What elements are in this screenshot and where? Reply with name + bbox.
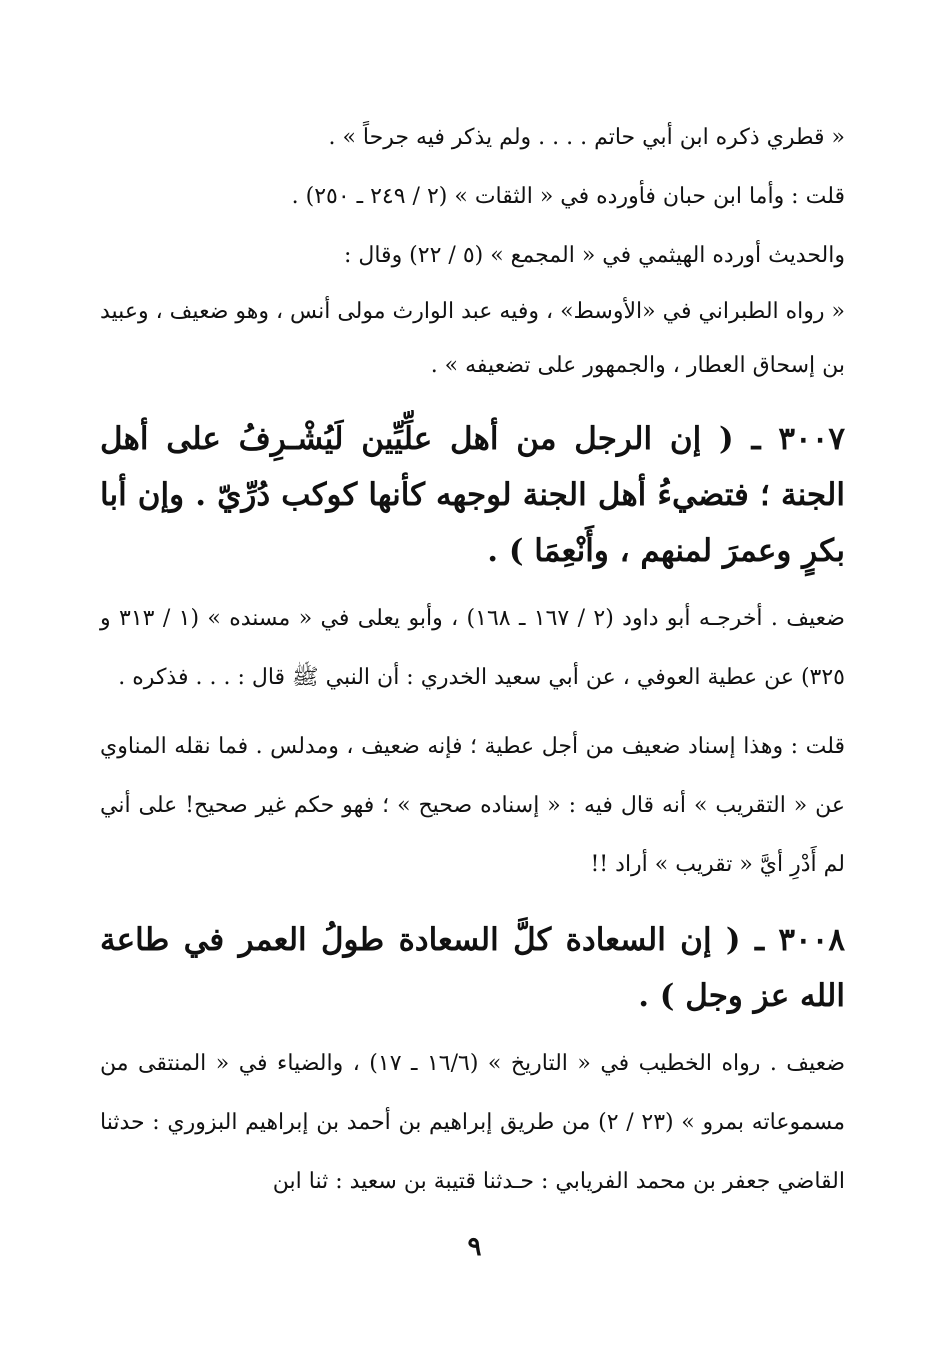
hadith-3007-comment: قلت : وهذا إسناد ضعيف من أجل عطية ؛ فإنه ضعيف ، ومدلس . فما نقله المناوي عن « التقريب » أنه قال فيه : « إسناده صحيح » ؛ فهو حكم غير صحيح! على أني لم أَدْرِ أيَّ « تقريب » أراد !!	[100, 734, 845, 877]
hadith-3008-text: ٣٠٠٨ ـ ( إن السعادة كلَّ السعادة طولُ العمر في طاعة الله عز وجل ) .	[100, 922, 845, 1014]
note-haythami: والحديث أورده الهيثمي في « المجمع » (٥ / ٢٢) وقال :	[343, 243, 845, 268]
page-body	[100, 108, 845, 1211]
hadith-3007-text: ٣٠٠٧ ـ ( إن الرجل من أهل علِّيِّين لَيُشْـرِفُ على أهل الجنة ؛ فتضيءُ أهل الجنة لوجهه كأنها كوكب دُرِّيّ . وإن أبا بكرٍ وعمرَ لمنهم ، وأَنْعِمَا ) .	[100, 421, 845, 569]
note-ibn-hibban: قلت : وأما ابن حبان فأورده في « الثقات » (٢ / ٢٤٩ ـ ٢٥٠) .	[291, 184, 845, 209]
hadith-3008-takhrij: ضعيف . رواه الخطيب في « التاريخ » (١٦/٦ ـ ١٧) ، والضياء في « المنتقى من مسموعاته بمرو » (٢٣ / ٢) من طريق إبراهيم بن أحمد بن إبراهيم البزوري : حدثنا القاضي جعفر بن محمد الفريابي : حـدثنا قتيبة بن سعيد : ثنا ابن	[100, 1051, 845, 1194]
quote-abi-hatim: « قطري ذكره ابن أبي حاتم . . . . ولم يذكر فيه جرحاً » .	[328, 125, 845, 150]
quote-tabarani: « رواه الطبراني في «الأوسط» ، وفيه عبد الوارث مولى أنس ، وهو ضعيف ، وعبيد بن إسحاق العطار ، والجمهور على تضعيفه » .	[100, 299, 845, 378]
page-number: ٩	[467, 1232, 482, 1262]
hadith-3007-takhrij: ضعيف . أخرجـه أبو داود (٢ / ١٦٧ ـ ١٦٨) ، وأبو يعلى في « مسنده » (١ / ٣١٣ و ٣٢٥) عن عطية العوفي ، عن أبي سعيد الخدري : أن النبي ﷺ قال : . . . فذكره .	[100, 606, 845, 690]
